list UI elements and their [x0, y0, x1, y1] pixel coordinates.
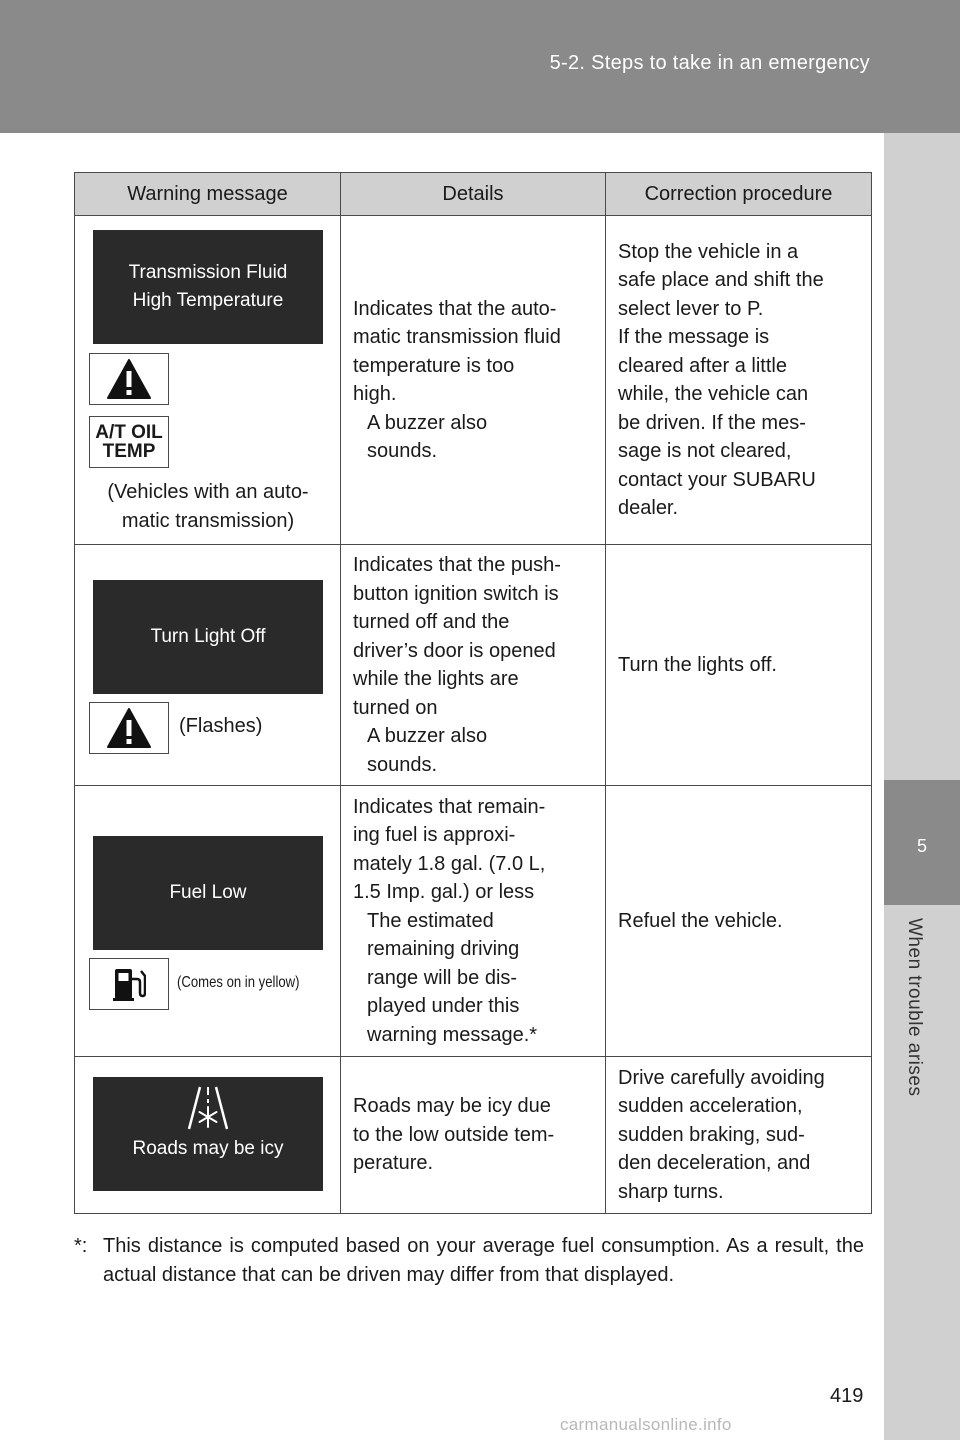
- warning-message-cell: [75, 1057, 341, 1214]
- correction-line: sudden acceleration,: [618, 1095, 803, 1118]
- details-line: Indicates that the auto-: [353, 297, 557, 320]
- details-line: perature.: [353, 1152, 434, 1175]
- correction-line: Refuel the vehicle.: [618, 909, 783, 932]
- column-header-details: Details: [341, 173, 606, 216]
- caption-line: matic transmission): [121, 509, 295, 532]
- vehicle-note: [75, 478, 341, 535]
- details-note: sounds.: [367, 440, 438, 462]
- chapter-number: 5: [916, 836, 927, 856]
- details-note: range will be dis-: [367, 966, 518, 989]
- details-note: sounds.: [367, 753, 438, 776]
- details-line: turned on: [353, 696, 438, 719]
- warning-message-cell: [75, 216, 341, 545]
- details-line: turned off and the: [353, 611, 510, 633]
- table-row: [75, 545, 872, 786]
- details-note: remaining driving: [367, 938, 520, 961]
- details-cell: [341, 545, 606, 786]
- correction-line: sage is not cleared,: [618, 440, 792, 462]
- warning-message-cell: [75, 545, 341, 786]
- details-line: temperature is too: [353, 354, 515, 377]
- footnote: [74, 1232, 864, 1290]
- yellow-note: (Comes on in yellow): [177, 974, 300, 991]
- details-line: Indicates that the push-: [353, 554, 561, 576]
- correction-line: be driven. If the mes-: [618, 411, 806, 434]
- watermark: carmanualsonline.info: [560, 1415, 732, 1434]
- table-row: [75, 216, 872, 545]
- footnote-text: This distance is computed based on your average fuel consumption. As a result, the actual distance that can be driven may differ from that displayed.: [103, 1235, 864, 1286]
- details-note: warning message.*: [367, 1023, 538, 1046]
- page-number: 419: [830, 1385, 864, 1407]
- correction-cell: [606, 216, 872, 545]
- details-line: 1.5 Imp. gal.) or less: [353, 881, 535, 904]
- table-row: [75, 786, 872, 1057]
- details-note: played under this: [367, 995, 520, 1018]
- details-line: while the lights are: [353, 668, 519, 690]
- details-note: A buzzer also: [367, 725, 488, 747]
- correction-line: Drive carefully avoiding: [618, 1066, 825, 1089]
- correction-line: sharp turns.: [618, 1180, 724, 1203]
- correction-line: sudden braking, sud-: [618, 1123, 805, 1146]
- correction-line: while, the vehicle can: [618, 383, 809, 405]
- details-line: Indicates that remain-: [353, 795, 546, 818]
- correction-cell: [606, 1057, 872, 1214]
- fuel-pump-icon: [89, 958, 169, 1010]
- display-text: Roads may be icy: [132, 1138, 284, 1159]
- icon-text: TEMP: [102, 441, 156, 462]
- caption-line: (Vehicles with an auto-: [107, 481, 309, 503]
- correction-line: Stop the vehicle in a: [618, 240, 799, 263]
- display-text: High Temperature: [132, 290, 284, 311]
- road-ice-icon: [185, 1083, 231, 1133]
- correction-line: den deceleration, and: [618, 1152, 811, 1175]
- details-line: high.: [353, 383, 397, 405]
- details-cell: [341, 786, 606, 1057]
- display-text: Transmission Fluid: [128, 262, 288, 283]
- details-line: matic transmission fluid: [353, 326, 561, 348]
- icon-text: A/T OIL: [95, 422, 163, 443]
- warning-message-table: [74, 172, 872, 1214]
- table-header-row: [75, 173, 872, 216]
- details-line: mately 1.8 gal. (7.0 L,: [353, 852, 546, 875]
- display-text: Fuel Low: [169, 882, 247, 903]
- at-oil-temp-icon: [89, 416, 169, 468]
- display-transmission-fluid: [93, 230, 323, 344]
- chapter-label: When trouble arises: [904, 918, 925, 1097]
- correction-line: safe place and shift the: [618, 269, 824, 291]
- details-line: button ignition switch is: [353, 582, 559, 605]
- details-note: A buzzer also: [367, 411, 488, 434]
- details-note: The estimated: [367, 909, 494, 932]
- footnote-mark: *:: [74, 1235, 88, 1257]
- display-fuel-low: [93, 836, 323, 950]
- warning-triangle-icon: [89, 702, 169, 754]
- warning-triangle-icon: [89, 353, 169, 405]
- correction-line: If the message is: [618, 326, 770, 348]
- correction-cell: [606, 786, 872, 1057]
- details-line: to the low outside tem-: [353, 1123, 555, 1146]
- column-header-correction: Correction procedure: [606, 173, 872, 216]
- section-title: 5-2. Steps to take in an emergency: [549, 52, 870, 74]
- details-line: Roads may be icy due: [353, 1095, 551, 1118]
- correction-line: select lever to P.: [618, 297, 764, 320]
- details-cell: [341, 1057, 606, 1214]
- correction-line: cleared after a little: [618, 354, 787, 377]
- correction-line: Turn the lights off.: [618, 653, 777, 676]
- table-row: [75, 1057, 872, 1214]
- correction-line: dealer.: [618, 497, 679, 519]
- correction-line: contact your SUBARU: [618, 468, 816, 491]
- warning-message-cell: [75, 786, 341, 1057]
- display-roads-icy: [93, 1077, 323, 1191]
- column-header-warning: Warning message: [75, 173, 341, 216]
- display-turn-light-off: [93, 580, 323, 694]
- display-text: Turn Light Off: [150, 626, 266, 647]
- flashes-note: (Flashes): [179, 715, 263, 737]
- details-cell: [341, 216, 606, 545]
- details-line: ing fuel is approxi-: [353, 824, 516, 847]
- details-line: driver’s door is opened: [353, 639, 556, 662]
- correction-cell: [606, 545, 872, 786]
